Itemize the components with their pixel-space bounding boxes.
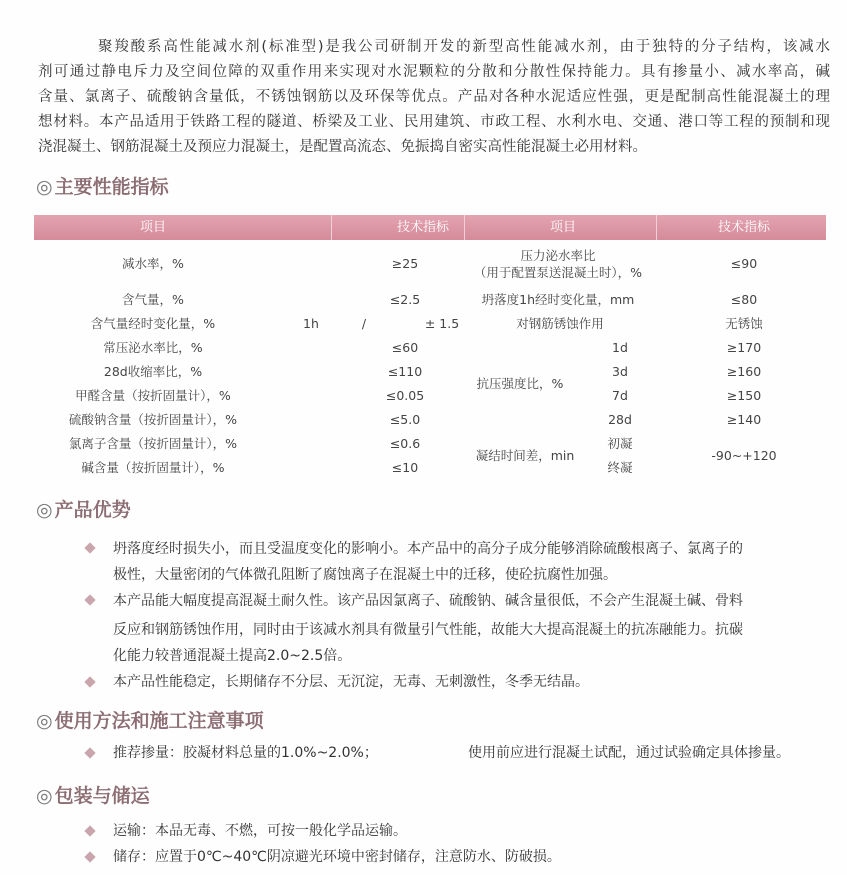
table-cell: ≥170 [726, 340, 762, 355]
diamond-bullet-icon [84, 542, 95, 553]
table-cell: 初凝 [607, 436, 633, 451]
usage-dosage: 推荐掺量：胶凝材料总量的1.0%~2.0%； [113, 745, 378, 761]
table-cell: 1d [612, 340, 628, 355]
table-cell: -90~+120 [711, 448, 777, 463]
list-item-line: 本产品性能稳定，长期储存不分层、无沉淀，无毒、无刺激性，冬季无结晶。 [113, 674, 589, 690]
section-heading-advantages [36, 498, 131, 522]
table-cell: 坍落度1h经时变化量，mm [481, 292, 635, 307]
table-cell: 无锈蚀 [725, 316, 763, 331]
table-cell: 7d [612, 388, 628, 403]
diamond-bullet-icon [84, 747, 95, 758]
table-cell: 硫酸钠含量（按折固量计），% [68, 412, 238, 427]
table-cell: 常压泌水率比，% [103, 340, 203, 355]
table-cell: ≥25 [391, 256, 419, 271]
table-cell: ≤110 [387, 364, 423, 379]
table-cell: ≤60 [391, 340, 419, 355]
divider [656, 215, 657, 240]
section-heading-storage [36, 784, 150, 808]
intro-line: 浇混凝土、钢筋混凝土及预应力混凝土，是配置高流态、免振捣自密实高性能混凝土必用材料。 [38, 139, 647, 155]
intro-line: 剂可通过静电斥力及空间位障的双重作用来实现对水泥颗粒的分散和分散性保持能力。具有掺量小、减水率高，碱 [38, 64, 830, 80]
diamond-bullet-icon [84, 851, 95, 862]
divider [464, 215, 465, 240]
table-cell: 终凝 [607, 460, 633, 475]
table-cell: ≤2.5 [389, 292, 421, 307]
table-cell: 减水率，% [122, 256, 184, 271]
intro-line: 想材料。本产品适用于铁路工程的隧道、桥梁及工业、民用建筑、市政工程、水利水电、交通、港口等工程的预制和现 [38, 114, 830, 130]
section-heading-usage [36, 709, 264, 733]
table-cell: ≤80 [730, 292, 758, 307]
table-cell: ± 1.5 [424, 316, 460, 331]
table-cell: ≤0.05 [385, 388, 425, 403]
circle-marker-icon: ◎ [36, 176, 53, 198]
table-cell: 28d [608, 412, 632, 427]
section-heading-specs [36, 175, 169, 199]
table-cell: 含气量经时变化量，% [90, 316, 216, 331]
usage-note: 使用前应进行混凝土试配，通过试验确定具体掺量。 [468, 745, 790, 761]
table-cell: 1h [303, 316, 319, 331]
table-cell: （用于配置泵送混凝土时），% [473, 265, 643, 280]
table-cell: 氯离子含量（按折固量计），% [68, 436, 238, 451]
table-cell: 含气量，% [122, 292, 184, 307]
table-cell: ≤0.6 [389, 436, 421, 451]
table-cell: ≤90 [730, 256, 758, 271]
table-cell: 凝结时间差，min [475, 448, 575, 463]
table-header [34, 215, 826, 240]
table-cell: 甲醛含量（按折固量计），% [75, 388, 231, 403]
diamond-bullet-icon [84, 825, 95, 836]
circle-marker-icon: ◎ [36, 499, 53, 521]
list-item-line: 反应和钢筋锈蚀作用，同时由于该减水剂具有微量引气性能，故能大大提高混凝土的抗冻融能力。抗碳 [113, 622, 743, 638]
divider [331, 215, 332, 240]
heading-text: 包装与储运 [54, 785, 150, 807]
table-cell: 碱含量（按折固量计），% [81, 460, 225, 475]
circle-marker-icon: ◎ [36, 785, 53, 807]
list-item-line: 极性，大量密闭的气体微孔阻断了腐蚀离子在混凝土中的迁移，使砼抗腐性加强。 [113, 567, 617, 583]
table-cell: / [361, 316, 367, 331]
header-item: 项目 [549, 220, 577, 235]
list-item-line: 坍落度经时损失小，而且受温度变化的影响小。本产品中的高分子成分能够消除硫酸根离子、氯离子的 [113, 541, 743, 557]
table-cell: 对钢筋锈蚀作用 [516, 316, 604, 331]
storage-conditions: 储存：应置于0℃~40℃阴凉避光环境中密封储存，注意防水、防破损。 [113, 849, 561, 865]
table-cell: 28d收缩率比，% [103, 364, 203, 379]
diamond-bullet-icon [84, 594, 95, 605]
table-cell: 3d [612, 364, 628, 379]
header-spec: 技术指标 [717, 220, 771, 235]
intro-line: 聚羧酸系高性能减水剂(标准型)是我公司研制开发的新型高性能减水剂，由于独特的分子结构，该减水 [98, 39, 830, 55]
list-item-line: 本产品能大幅度提高混凝土耐久性。该产品因氯离子、硫酸钠、碱含量很低，不会产生混凝土碱、骨料 [113, 593, 743, 609]
table-cell: 抗压强度比，% [476, 376, 564, 391]
intro-line: 含量、氯离子、硫酸钠含量低，不锈蚀钢筋以及环保等优点。产品对各种水泥适应性强，更是配制高性能混凝土的理 [38, 89, 830, 105]
diamond-bullet-icon [84, 676, 95, 687]
heading-text: 产品优势 [54, 499, 131, 521]
table-cell: ≥160 [726, 364, 762, 379]
header-spec: 技术指标 [396, 220, 450, 235]
storage-transport: 运输：本品无毒、不燃，可按一般化学品运输。 [113, 823, 407, 839]
list-item-line: 化能力较普通混凝土提高2.0~2.5倍。 [113, 648, 352, 664]
circle-marker-icon: ◎ [36, 710, 53, 732]
heading-text: 主要性能指标 [54, 176, 169, 198]
table-cell: ≤5.0 [389, 412, 421, 427]
table-cell: 压力泌水率比 [520, 248, 596, 263]
table-cell: ≤10 [391, 460, 419, 475]
table-cell: ≥140 [726, 412, 762, 427]
heading-text: 使用方法和施工注意事项 [54, 710, 264, 732]
header-item: 项目 [139, 220, 167, 235]
table-cell: ≥150 [726, 388, 762, 403]
